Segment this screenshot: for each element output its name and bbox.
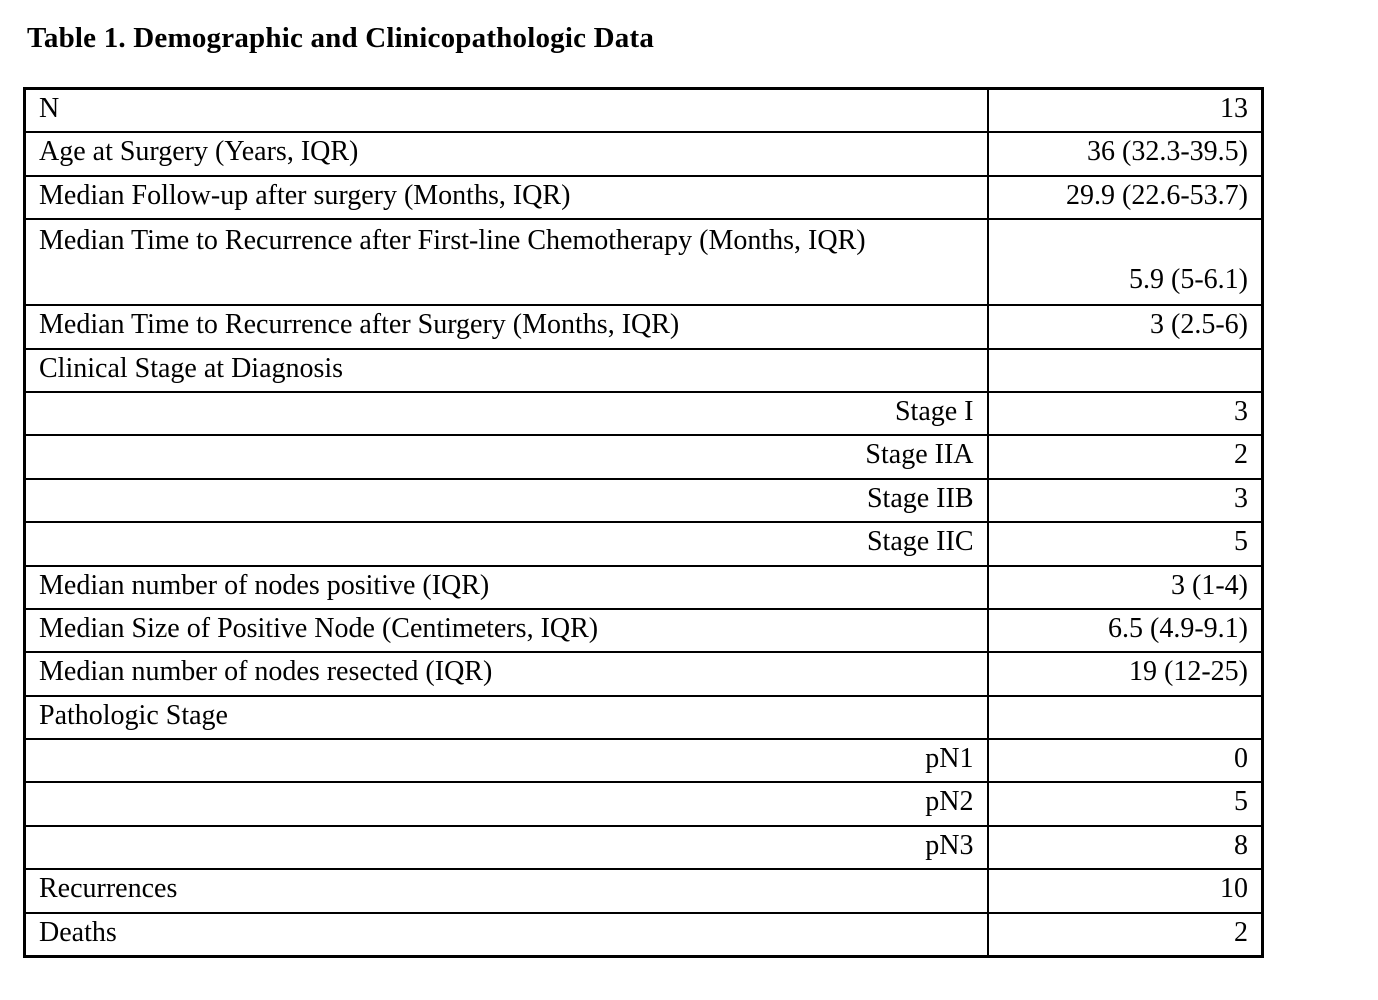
row-label: Stage IIB <box>866 482 974 514</box>
row-value: 29.9 (22.6-53.7) <box>988 176 1263 219</box>
row-label-cell <box>25 89 988 133</box>
row-label-cell <box>25 132 988 175</box>
row-value: 2 <box>988 913 1263 957</box>
table-row <box>25 826 1263 869</box>
row-label-cell <box>25 522 988 565</box>
row-label-cell <box>25 435 988 478</box>
row-label: Pathologic Stage <box>39 699 228 731</box>
table-row <box>25 219 1263 305</box>
row-value: 3 (2.5-6) <box>988 305 1263 348</box>
row-label: pN2 <box>925 786 974 818</box>
row-label: Median Time to Recurrence after First-line Chemotherapy (Months, IQR) <box>39 225 866 257</box>
demographics-table <box>23 87 1264 958</box>
table-row <box>25 392 1263 435</box>
table-row <box>25 305 1263 348</box>
row-label: Median Follow-up after surgery (Months, IQR) <box>39 179 571 211</box>
table-title: Table 1. Demographic and Clinicopathologic Data <box>27 22 655 54</box>
table-row <box>25 349 1263 392</box>
row-value: 5.9 (5-6.1) <box>988 219 1263 305</box>
row-label-cell <box>25 652 988 695</box>
row-value: 36 (32.3-39.5) <box>988 132 1263 175</box>
table-row <box>25 869 1263 912</box>
row-label: Age at Surgery (Years, IQR) <box>39 136 359 168</box>
row-label-cell <box>25 479 988 522</box>
table-row <box>25 176 1263 219</box>
row-label: N <box>39 93 60 124</box>
row-label-cell <box>25 609 988 652</box>
row-label: Recurrences <box>39 873 178 905</box>
table-row <box>25 609 1263 652</box>
table-row <box>25 522 1263 565</box>
row-label-cell <box>25 349 988 392</box>
row-label-cell <box>25 566 988 609</box>
row-label-cell <box>25 176 988 219</box>
table-row <box>25 913 1263 957</box>
row-label: Median Size of Positive Node (Centimeters, IQR) <box>39 612 599 644</box>
row-value: 13 <box>988 89 1263 133</box>
table-row <box>25 652 1263 695</box>
table-row <box>25 696 1263 739</box>
row-value: 5 <box>988 782 1263 825</box>
row-value: 3 <box>988 392 1263 435</box>
table-row <box>25 739 1263 782</box>
row-label: pN3 <box>925 829 974 861</box>
table-row <box>25 89 1263 133</box>
row-label: Median Time to Recurrence after Surgery (Months, IQR) <box>39 309 680 341</box>
table-row <box>25 435 1263 478</box>
row-label-cell <box>25 219 988 305</box>
row-label: Deaths <box>39 916 117 948</box>
table-row <box>25 479 1263 522</box>
row-value: 0 <box>988 739 1263 782</box>
row-label: Clinical Stage at Diagnosis <box>39 352 344 384</box>
row-value: 5 <box>988 522 1263 565</box>
row-label-cell <box>25 696 988 739</box>
row-label-cell <box>25 739 988 782</box>
row-value: 2 <box>988 435 1263 478</box>
row-label: Median number of nodes resected (IQR) <box>39 656 493 688</box>
row-label-cell <box>25 913 988 957</box>
row-label: Stage I <box>894 395 974 427</box>
row-label: pN1 <box>925 743 974 775</box>
row-label: Median number of nodes positive (IQR) <box>39 569 490 601</box>
row-value: 3 (1-4) <box>988 566 1263 609</box>
row-label: Stage IIC <box>866 526 974 558</box>
table-row <box>25 132 1263 175</box>
row-label-cell <box>25 782 988 825</box>
row-label-cell <box>25 305 988 348</box>
table-row <box>25 566 1263 609</box>
row-value <box>988 696 1263 739</box>
row-label: Stage IIA <box>865 439 974 471</box>
row-value: 6.5 (4.9-9.1) <box>988 609 1263 652</box>
table-row <box>25 782 1263 825</box>
row-label-cell <box>25 869 988 912</box>
row-value: 19 (12-25) <box>988 652 1263 695</box>
row-label-cell <box>25 392 988 435</box>
row-value: 10 <box>988 869 1263 912</box>
row-label-cell <box>25 826 988 869</box>
row-value <box>988 349 1263 392</box>
row-value: 8 <box>988 826 1263 869</box>
row-value: 3 <box>988 479 1263 522</box>
table-body <box>25 89 1263 957</box>
